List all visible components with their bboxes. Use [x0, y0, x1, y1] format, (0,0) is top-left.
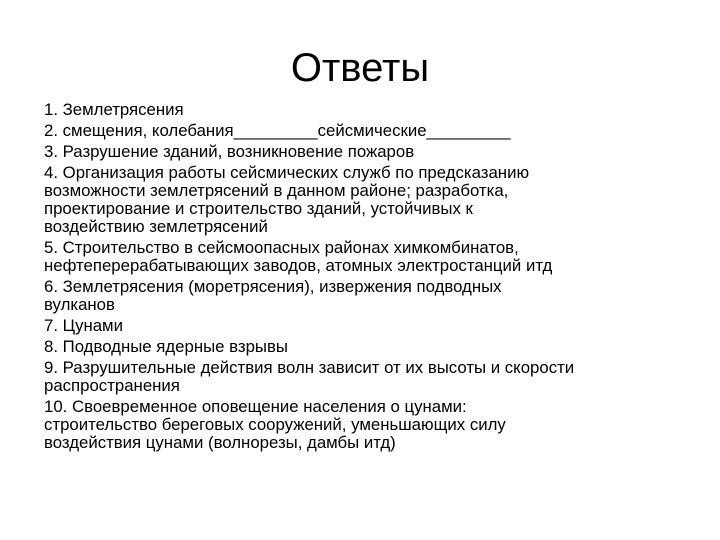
- answer-line: 2. смещения, колебания_________сейсмические_________: [44, 121, 511, 140]
- answer-line: 1. Землетрясения: [44, 100, 184, 119]
- answer-item-4: [44, 164, 694, 236]
- answer-item-5: [44, 239, 694, 275]
- answer-line: 6. Землетрясения (моретрясения), извержения подводных: [44, 277, 502, 296]
- answer-line: 9. Разрушительные действия волн зависит от их высоты и скорости: [44, 358, 575, 377]
- answer-line: 8. Подводные ядерные взрывы: [44, 337, 288, 356]
- answer-item-2: [44, 122, 694, 140]
- answer-line: нефтеперерабатывающих заводов, атомных электростанций итд: [44, 256, 553, 275]
- answer-line: 10. Своевременное оповещение населения о цунами:: [44, 397, 467, 416]
- answer-line: вулканов: [44, 295, 115, 314]
- answer-item-8: [44, 338, 694, 356]
- answer-item-9: [44, 359, 694, 395]
- slide-title: Ответы: [290, 46, 430, 90]
- answer-line: воздействию землетрясений: [44, 217, 268, 236]
- answer-line: 4. Организация работы сейсмических служб по предсказанию: [44, 163, 530, 182]
- answer-line: 3. Разрушение зданий, возникновение пожаров: [44, 142, 415, 161]
- answer-line: воздействия цунами (волнорезы, дамбы итд): [44, 433, 396, 452]
- answer-item-1: [44, 101, 694, 119]
- answer-line: 7. Цунами: [44, 316, 123, 335]
- answer-item-6: [44, 278, 694, 314]
- answer-line: возможности землетрясений в данном районе; разработка,: [44, 181, 509, 200]
- answer-line: 5. Строительство в сейсмоопасных районах химкомбинатов,: [44, 238, 519, 257]
- answer-item-10: [44, 398, 694, 452]
- answer-line: проектирование и строительство зданий, устойчивых к: [44, 199, 473, 218]
- answer-item-3: [44, 143, 694, 161]
- answer-item-7: [44, 317, 694, 335]
- answer-line: распространения: [44, 376, 180, 395]
- answers-list: [44, 101, 694, 455]
- answer-line: строительство береговых сооружений, уменьшающих силу: [44, 415, 506, 434]
